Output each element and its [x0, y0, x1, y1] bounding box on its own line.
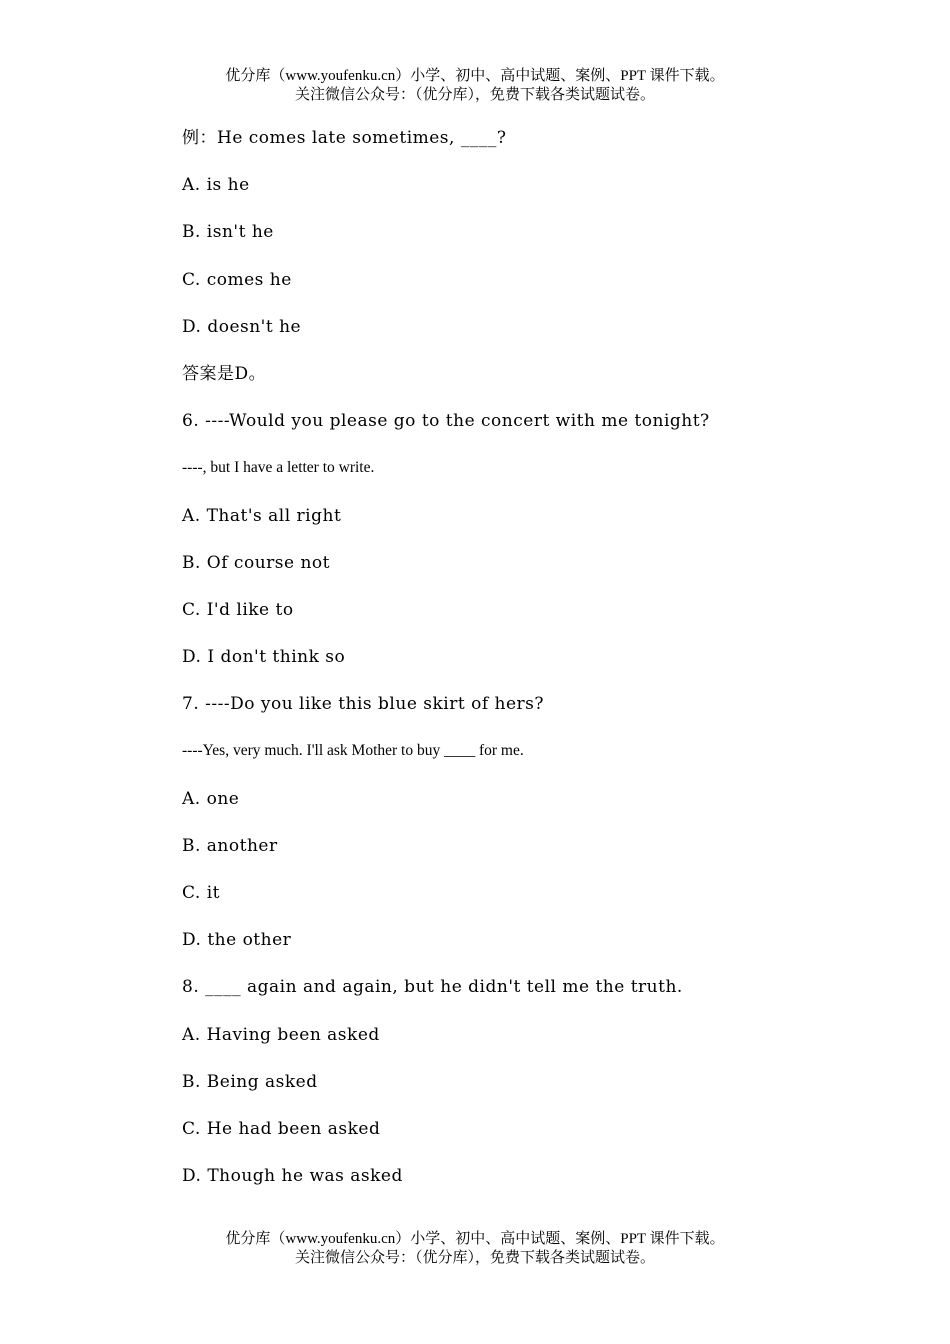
- question-8-option-c: C. He had been asked: [182, 1118, 381, 1139]
- question-6-option-c: C. I'd like to: [182, 599, 294, 620]
- example-option-d: D. doesn't he: [182, 316, 302, 337]
- question-6-option-a: A. That's all right: [182, 505, 342, 526]
- example-option-a: A. is he: [182, 175, 250, 196]
- question-8-option-b: B. Being asked: [182, 1071, 318, 1092]
- header-line-2: 关注微信公众号：（优分库），免费下载各类试题试卷。: [294, 87, 655, 103]
- question-7: 7. ----Do you like this blue skirt of hers?: [182, 694, 545, 715]
- question-6: 6. ----Would you please go to the concert with me tonight?: [182, 411, 710, 432]
- page-footer: [0, 1230, 950, 1268]
- header-line-1: 优分库（www.youfenku.cn）小学、初中、高中试题、案例、PPT 课件下载。: [225, 68, 725, 84]
- question-7-reply: ----Yes, very much. I'll ask Mother to buy ____ for me.: [182, 742, 524, 760]
- example-option-c: C. comes he: [182, 269, 292, 290]
- example-answer: 答案是D。: [182, 363, 267, 384]
- example-question: 例：He comes late sometimes, ____?: [182, 128, 507, 148]
- example-option-b: B. isn't he: [182, 222, 274, 243]
- question-8: 8. ____ again and again, but he didn't tell me the truth.: [182, 977, 683, 998]
- footer-line-1: 优分库（www.youfenku.cn）小学、初中、高中试题、案例、PPT 课件下载。: [225, 1231, 725, 1247]
- question-8-option-d: D. Though he was asked: [182, 1166, 403, 1187]
- question-8-option-a: A. Having been asked: [182, 1024, 380, 1045]
- question-7-option-b: B. another: [182, 835, 278, 856]
- page-header: [0, 67, 950, 105]
- question-6-option-b: B. Of course not: [182, 552, 330, 573]
- footer-line-2: 关注微信公众号：（优分库），免费下载各类试题试卷。: [294, 1250, 655, 1266]
- question-7-option-c: C. it: [182, 883, 220, 903]
- question-7-option-d: D. the other: [182, 930, 292, 951]
- question-6-option-d: D. I don't think so: [182, 647, 346, 668]
- document-body: [182, 124, 882, 1209]
- question-6-reply: ----, but I have a letter to write.: [182, 459, 375, 477]
- question-7-option-a: A. one: [182, 788, 240, 809]
